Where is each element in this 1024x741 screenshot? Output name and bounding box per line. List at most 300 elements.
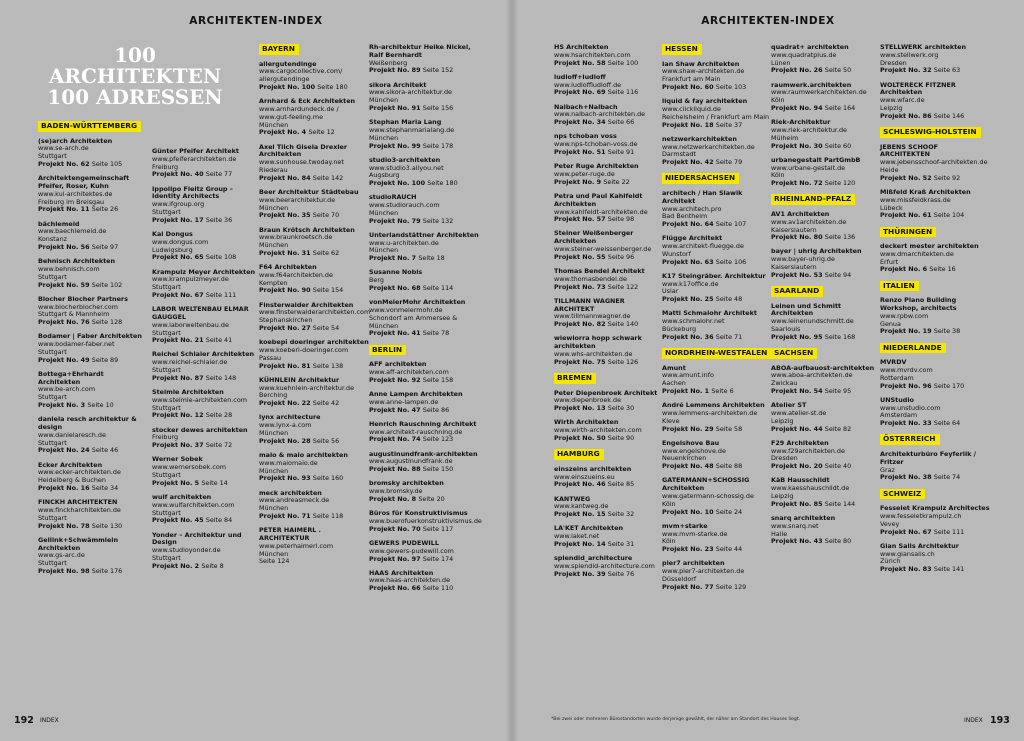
project-number: Projekt No. 96 [880,381,934,390]
architect-entry [771,303,881,342]
architect-entry [38,333,148,364]
architect-detail: www.amunt.info [662,371,714,380]
architect-name: Kai Dongus [152,229,193,238]
architect-detail: Leipzig [880,103,903,112]
project-number: Projekt No. 100 [369,179,428,188]
architect-entry [369,421,479,444]
project-number: Projekt No. 17 [152,215,206,224]
architect-name: quadrat+ architekten [771,43,849,51]
project-number: Projekt No. 100 [259,82,318,91]
architect-name: meck architekten [259,488,322,497]
project-number: Projekt No. 39 [554,569,608,578]
architect-detail: Erfurt [880,257,899,266]
project-number: Projekt No. 66 [369,584,423,593]
architect-detail: www.lemmens-architekten.de [662,409,758,417]
index-column-7 [771,44,881,553]
project-number: Projekt No. 38 [880,473,934,482]
architect-entry [554,133,664,156]
project-reference [554,216,664,224]
architect-name: Mißfeld Kraß Architekten [880,187,971,196]
architect-entry [369,232,479,263]
project-number: Projekt No. 98 [38,566,92,575]
project-number: Projekt No. 24 [38,446,92,455]
project-reference [771,463,881,471]
project-reference [880,529,990,537]
page-reference: Seite 91 [607,147,635,156]
section-heading-wrap [554,373,664,390]
project-number: Projekt No. 44 [771,424,825,433]
page-reference: Seite 90 [607,433,635,442]
architect-detail: Kleve [662,416,680,425]
architect-detail: Berching [259,391,288,400]
architect-name: K17 Steingräber. Architektur [662,271,766,280]
architect-detail: Freiburg [152,433,179,442]
page-reference: Seite 117 [422,524,454,533]
architect-name: studio3-architekten [369,155,441,164]
project-reference [369,585,479,593]
architect-entry [38,537,148,576]
architect-detail: www.hsarchitekten.com [554,50,631,59]
architect-entry [771,402,881,433]
architect-detail: www.gut-feeling.me [259,112,324,121]
index-column-6 [662,44,772,598]
architect-name: Matti Schmalohr Architekt [662,309,757,318]
architect-entry [880,82,990,121]
architect-detail: www.bodamer-faber.net [38,340,115,349]
architect-entry [152,494,262,525]
page-reference: Seite 60 [824,141,852,150]
architect-detail: Vevey [880,519,900,528]
project-reference [152,217,262,225]
page-reference: Seite 22 [603,177,630,186]
architect-name: Flügge Architekt [662,234,723,243]
project-number: Projekt No. 68 [369,284,423,293]
architect-name: Nalbach+Nalbach [554,102,618,111]
project-reference [662,122,772,130]
architect-detail: Köln [771,96,785,105]
architect-name: mvm+starke [662,521,708,530]
architect-detail: Köln [662,499,676,508]
architect-detail: Graz [880,465,895,474]
architect-detail: www.stellwerk.org [880,50,939,59]
project-number: Projekt No. 27 [259,324,313,333]
project-reference [554,435,664,443]
project-number: Projekt No. 95 [771,332,825,341]
page-reference: Seite 70 [312,211,340,220]
architect-detail: www.wulfarchitekten.com [152,500,235,509]
project-number: Projekt No. 25 [662,295,716,304]
architect-entry [152,231,262,262]
project-reference [259,129,369,137]
architect-entry [662,310,772,341]
section-heading-wrap [880,227,990,244]
architect-entry [554,335,664,366]
project-reference [259,84,369,92]
architect-detail: www.finsterwalderarchitekten.com [259,308,371,317]
architect-detail: www.thomasbendel.de [554,274,627,283]
project-number: Projekt No. 43 [771,537,825,546]
section-heading-wrap [662,44,772,61]
page-reference: Seite 154 [312,286,344,295]
architect-entry [771,365,881,396]
project-reference [662,296,772,304]
architect-entry [369,44,479,75]
architect-detail: www.av1architekten.de [771,217,847,226]
project-reference [369,556,479,564]
project-reference [662,334,772,342]
architect-entry [38,499,148,530]
page-reference: Seite 114 [422,284,454,293]
page-reference: Seite 64 [933,419,961,428]
architect-detail: allergutendinge [259,75,310,84]
section-heading-wrap [662,173,772,190]
architect-detail: Lünen [771,58,791,67]
project-reference [554,284,664,292]
architect-name: Leinen und Schmitt Architekten [771,301,842,318]
architect-detail: www.steiner-weissenberger.de [554,245,652,254]
page-reference: Seite 62 [312,248,340,257]
architect-detail: Stuttgart [38,347,67,356]
project-reference [259,400,369,408]
architect-detail: www.koeberl-doeringer.com [259,346,349,355]
architect-name: Ian Shaw Architekten [662,59,740,68]
architect-detail: www.whs-architekten.de [554,350,633,359]
architect-detail: Genua [880,319,901,328]
project-number: Projekt No. 8 [369,494,419,503]
architect-detail: Darmstadt [662,150,696,159]
architect-entry [554,268,664,291]
project-number: Projekt No. 6 [880,265,930,274]
architect-detail: www.k17office.de [662,279,719,288]
project-number: Projekt No. 89 [369,66,423,75]
architect-detail: Kaiserslautern [771,225,817,234]
project-reference [554,321,664,329]
architect-name: Bodamer | Faber Architekten [38,332,142,341]
architect-name: Büros für Konstruktivismus [369,509,468,518]
architect-detail: Amsterdam [880,411,918,420]
page-reference: Seite 78 [422,329,450,338]
architect-entry [554,230,664,261]
project-number: Projekt No. 13 [554,404,608,413]
page-number-left: 192 [14,715,34,726]
architect-detail: www.peter-ruge.de [554,169,615,178]
page-reference: Seite 105 [91,159,123,168]
project-number: Projekt No. 55 [554,252,608,261]
project-reference [369,67,479,75]
architect-entry [369,570,479,593]
project-reference [152,292,262,300]
architect-entry [771,477,881,508]
architect-entry [152,389,262,420]
project-reference [554,571,664,579]
architect-detail: Passau [259,353,282,362]
architect-name: liquid & fay architekten [662,97,748,106]
section-heading-wrap [554,449,664,466]
section-heading: NORDRHEIN-WESTFALEN [662,348,771,359]
page-reference: Seite 106 [715,257,747,266]
architect-detail: www.steimle-architekten.com [152,395,247,404]
architect-detail: Riederau [259,165,288,174]
architect-name: snarq architekten [771,513,836,522]
architect-entry [259,189,369,220]
architect-detail: www.atelier-st.de [771,409,827,417]
project-reference [554,60,664,68]
architect-detail: Freiburg [152,162,179,171]
architect-entry [662,136,772,167]
architect-name: Peter Diepenbroek Architekt [554,388,658,397]
architect-entry [38,371,148,410]
architect-entry [369,82,479,113]
architect-detail: www.gs-arc.de [38,551,85,560]
architect-name: UNStudio [880,395,914,404]
architect-name: lynx architecture [259,413,321,422]
architect-entry [152,148,262,179]
architect-name: STELLWERK architekten [880,43,967,51]
architect-name: LA'KET Architekten [554,524,624,533]
project-number: Projekt No. 64 [662,220,716,229]
footnote: *Bei zwei oder mehreren Bürostandorten wurde derjenige gewählt, der näher am Standort des Hauses liegt. [551,717,801,722]
project-number: Projekt No. 26 [771,66,825,75]
architect-entry [554,193,664,224]
architect-entry [771,248,881,279]
architect-name: Bottega+Ehrhardt Architekten [38,369,104,386]
architect-entry [38,138,148,169]
architect-detail: Mülheim [771,133,799,142]
project-number: Projekt No. 14 [554,539,608,548]
page-reference: Seite 88 [715,462,743,471]
project-reference [152,517,262,525]
architect-entry [259,377,369,408]
project-number: Projekt No. 16 [38,484,92,492]
architect-detail: www.architech.pro [662,204,722,213]
architect-entry [38,462,148,493]
project-number: Projekt No. 79 [369,216,423,225]
project-number: Projekt No. 41 [369,329,423,338]
architect-detail: www.f29architekten.de [771,446,845,455]
project-number: Projekt No. 58 [554,58,608,67]
architect-name: Fesselet Krampulz Architectes [880,504,990,513]
architect-detail: Rotterdam [880,373,914,382]
project-number: Projekt No. 99 [369,141,423,150]
architect-name: TILLMANN WAGNER ARCHITEKT [554,296,625,313]
project-reference [38,319,148,327]
architect-entry [880,44,990,75]
architect-entry [662,190,772,229]
section-heading-wrap [880,343,990,360]
architect-entry [369,540,479,563]
project-reference [152,412,262,420]
page-reference: Seite 37 [715,120,743,129]
page-reference: Seite 98 [607,215,635,224]
architect-entry [369,480,479,503]
architect-name: Anne Lampen Architekten [369,390,463,398]
page-reference: Seite 41 [205,336,233,345]
architect-detail: Saarlouis [771,325,801,334]
project-reference [880,328,990,336]
project-number: Projekt No. 49 [38,355,92,364]
architect-entry [554,163,664,186]
architect-detail: www.be-arch.com [38,385,96,394]
project-reference [662,546,772,554]
project-number: Projekt No. 54 [771,387,825,396]
architect-detail: Stephanskirchen [259,316,313,325]
section-heading-wrap [662,348,772,365]
project-reference [662,221,772,229]
architect-name: Werner Sobek [152,455,203,464]
project-reference [662,509,772,517]
project-reference [554,254,664,262]
architect-name: GATERMANN+SCHOSSIG Architekten [662,476,750,493]
architect-entry [662,273,772,304]
project-reference [369,436,479,444]
architect-entry [771,211,881,242]
architect-detail: www.kantweg.de [554,502,609,511]
project-number: Projekt No. 57 [554,215,608,224]
architect-detail: www.finckharchitekten.de [38,505,121,514]
page-reference: Seite 14 [201,478,228,487]
architect-name: Ecker Architekten [38,460,103,469]
architect-detail: München [369,246,399,255]
architect-name: daniela resch architektur & design [38,415,137,432]
architect-name: Steiner Weißenberger Architekten [554,229,634,246]
project-number: Projekt No. 78 [38,521,92,530]
section-heading-wrap [771,194,881,211]
page-reference: Seite 12 [308,128,335,137]
page-reference: Seite 111 [933,527,965,536]
page-number-right: 193 [990,715,1010,726]
project-reference [662,159,772,167]
architect-detail: Stuttgart [38,393,67,402]
page-reference: Seite 103 [715,82,747,91]
project-reference [880,113,990,121]
section-heading: ÖSTERREICH [880,434,940,445]
architect-name: Reichel Schlaier Architekten [152,350,255,359]
page-reference: Seite 36 [205,215,233,224]
project-reference [369,255,479,263]
architect-name: Günter Pfeifer Architekt [152,147,239,155]
project-reference [259,325,369,333]
architect-name: Susanne Nobis [369,268,423,277]
architect-detail: www.architekt-rauschning.de [369,427,463,436]
architect-name: Amunt [662,363,686,372]
project-number: Projekt No. 74 [369,435,423,444]
architect-entry [152,306,262,345]
architect-detail: www.peterhaimerl.com [259,541,334,550]
project-reference [771,388,881,396]
project-number: Projekt No. 85 [771,499,825,508]
architect-entry [259,98,369,137]
architect-detail: www.einszueins.eu [554,472,615,481]
architect-detail: www.urbane-gestalt.de [771,163,846,172]
page-reference: Seite 28 [205,411,233,420]
project-number: Projekt No. 51 [554,147,608,156]
architect-detail: Leipzig [771,491,794,500]
project-number: Projekt No. 67 [880,527,934,536]
project-reference [259,175,369,183]
project-reference [771,67,881,75]
project-reference [259,363,369,371]
page-reference: Seite 56 [312,436,340,445]
page-reference: Seite 54 [312,324,340,333]
architect-detail: Stuttgart [152,328,181,337]
page-reference: Seite 38 [933,327,961,336]
architect-name: Rh-architektur Heike Nickel, Ralf Bernhardt [369,43,471,59]
architect-entry [662,523,772,554]
architect-entry [259,144,369,183]
architect-name: KÜHNLEIN Architektur [259,375,340,384]
page-reference: Seite 44 [715,545,743,554]
page-reference: Seite 92 [933,173,961,182]
architect-detail: Weißenberg [369,58,408,67]
architect-detail: www.architekt-fluegge.de [662,242,744,251]
page-reference: Seite 79 [715,158,743,167]
architect-detail: www.splendid-architecture.com [554,561,655,570]
section-heading: SAARLAND [771,286,823,297]
project-reference [369,105,479,113]
architect-name: wulf architekten [152,493,212,501]
page-reference: Seite 160 [312,474,344,483]
project-reference [880,474,990,482]
project-reference [38,447,148,455]
architect-name: KANTWEG [554,494,591,503]
project-reference [554,541,664,549]
architect-entry [38,258,148,289]
architect-detail: www.danielaresch.de [38,430,106,439]
architect-detail: www.pfeiferarchitekten.de [152,154,237,163]
page-reference: Seite 129 [715,582,747,591]
section-heading-wrap [38,121,148,138]
section-heading-wrap [771,348,881,365]
project-number: Projekt No. 77 [662,582,716,591]
project-number: Projekt No. 65 [152,253,206,262]
page-reference: Seite 180 [317,82,348,91]
project-number: Projekt No. 70 [369,524,423,533]
page-reference: Seite 48 [715,295,743,304]
architect-detail: München [259,428,289,437]
architect-entry [880,297,990,336]
project-number: Projekt No. 12 [152,411,206,420]
page-reference: Seite 24 [715,507,743,516]
page-reference: Seite 66 [607,118,635,127]
page-reference: Seite 108 [205,253,237,262]
project-number: Projekt No. 90 [259,286,313,295]
architect-name: raumwerk.architekten [771,80,852,89]
project-number: Projekt No. 61 [880,211,934,220]
architect-name: Braun Krötsch Architekten [259,225,355,234]
architect-detail: www.unstudio.com [880,403,941,412]
page-reference: Seite 86 [422,405,450,414]
architect-name: Finsterwalder Architekten [259,300,354,309]
architect-detail: www.aff-architekten.com [369,368,449,377]
architect-entry [259,339,369,370]
page-reference: Seite 148 [205,373,237,382]
project-number: Projekt No. 97 [369,554,423,563]
architect-detail: Seite 124 [259,557,290,566]
project-number: Projekt No. 83 [880,565,934,574]
architect-entry [771,515,881,546]
architect-detail: www.behnisch.com [38,264,100,273]
architect-detail: München [369,133,399,142]
project-number: Projekt No. 45 [152,516,206,525]
page-reference: Seite 40 [824,462,852,471]
page-reference: Seite 63 [933,66,961,75]
architect-detail: www.cargocollective.com/ [259,67,343,76]
architect-detail: München [259,203,289,212]
section-heading: THÜRINGEN [880,227,936,238]
architect-detail: www.wirth-architekten.com [554,426,642,435]
architect-detail: www.u-architekten.de [369,238,439,247]
architect-name: Blocher Blocher Partners [38,294,128,303]
